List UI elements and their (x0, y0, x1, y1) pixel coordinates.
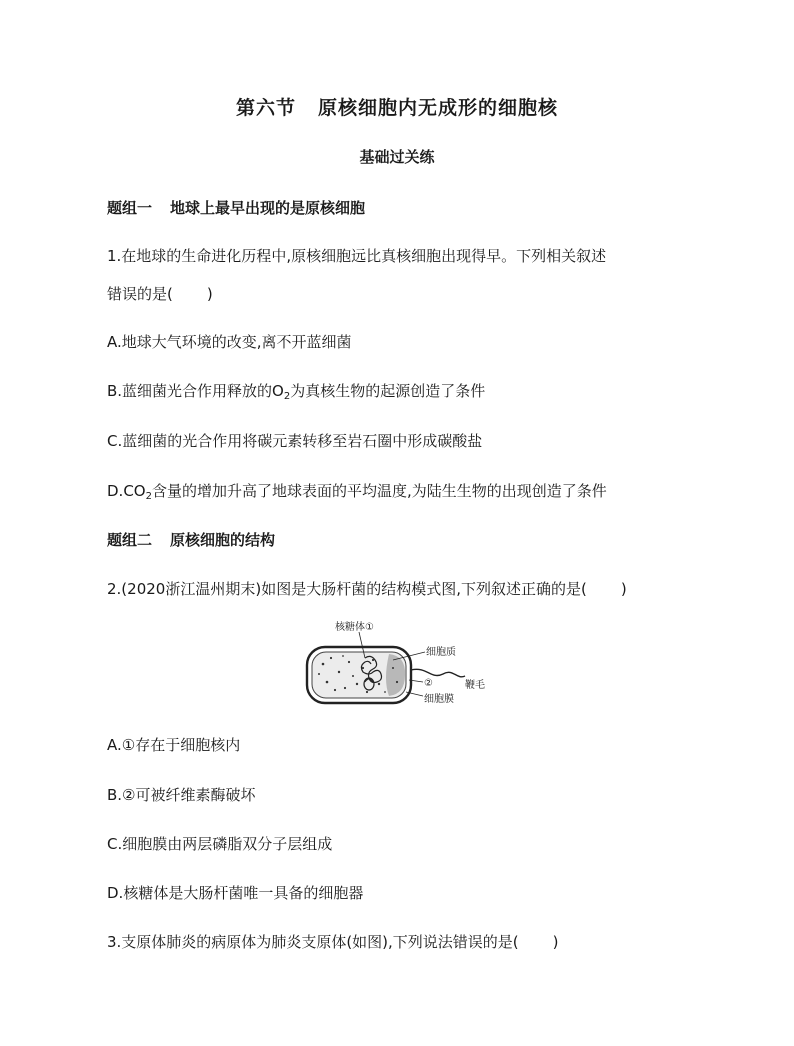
q1-option-b-text: B.蓝细菌光合作用释放的O (107, 382, 284, 400)
q1-paren-close: ) (206, 285, 213, 303)
q2-option-c: C.细胞膜由两层磷脂双分子层组成 (107, 835, 333, 853)
q2-stem (107, 578, 627, 599)
q2-option-d: D.核糖体是大肠杆菌唯一具备的细胞器 (107, 884, 364, 902)
q2-stem-text: 2.(2020浙江温州期末)如图是大肠杆菌的结构模式图,下列叙述正确的是( (107, 580, 587, 598)
group-topic: 地球上最早出现的是原核细胞 (170, 199, 366, 217)
q1-option-d (107, 480, 607, 501)
q1-option-d-text-rest: 含量的增加升高了地球表面的平均温度,为陆生生物的出现创造了条件 (151, 482, 607, 500)
label-marker-2: ② (424, 678, 433, 689)
label-cytoplasm: 细胞质 (426, 647, 456, 658)
q3-stem (107, 931, 559, 952)
section-title (0, 93, 794, 120)
label-ribosome: 核糖体① (335, 622, 374, 633)
group-heading-1 (107, 197, 365, 218)
q1-stem-text: 错误的是( (107, 285, 173, 303)
exercise-subtitle: 基础过关练 (359, 148, 435, 166)
group-label: 题组二 (107, 531, 153, 549)
q1-stem-line1: 1.在地球的生命进化历程中,原核细胞远比真核细胞出现得早。下列相关叙述 (107, 247, 607, 265)
subscript: 2 (283, 391, 291, 402)
label-flagellum: 鞭毛 (465, 680, 485, 691)
q1-option-b-text-rest: 为真核生物的起源创造了条件 (290, 382, 486, 400)
group-label: 题组一 (107, 199, 153, 217)
q1-option-b (107, 380, 485, 401)
q2-option-a: A.①存在于细胞核内 (107, 736, 241, 754)
q1-option-a: A.地球大气环境的改变,离不开蓝细菌 (107, 333, 352, 351)
q1-stem-line2 (107, 283, 213, 304)
label-membrane: 细胞膜 (424, 694, 454, 705)
subscript: 2 (145, 491, 152, 502)
flagellum-shape (411, 669, 465, 677)
q1-option-c: C.蓝细菌的光合作用将碳元素转移至岩石圈中形成碳酸盐 (107, 432, 483, 450)
section-number: 第六节 (235, 97, 296, 119)
group-topic: 原核细胞的结构 (170, 531, 276, 549)
q2-option-b: B.②可被纤维素酶破坏 (107, 786, 256, 804)
q3-stem-text: 3.支原体肺炎的病原体为肺炎支原体(如图),下列说法错误的是( (107, 933, 519, 951)
group-heading-2 (107, 529, 275, 550)
q2-paren-close: ) (620, 580, 627, 598)
q3-paren-close: ) (552, 933, 559, 951)
section-name: 原核细胞内无成形的细胞核 (318, 97, 559, 119)
ecoli-diagram (305, 620, 505, 708)
q1-option-d-text: D.CO (107, 482, 146, 500)
